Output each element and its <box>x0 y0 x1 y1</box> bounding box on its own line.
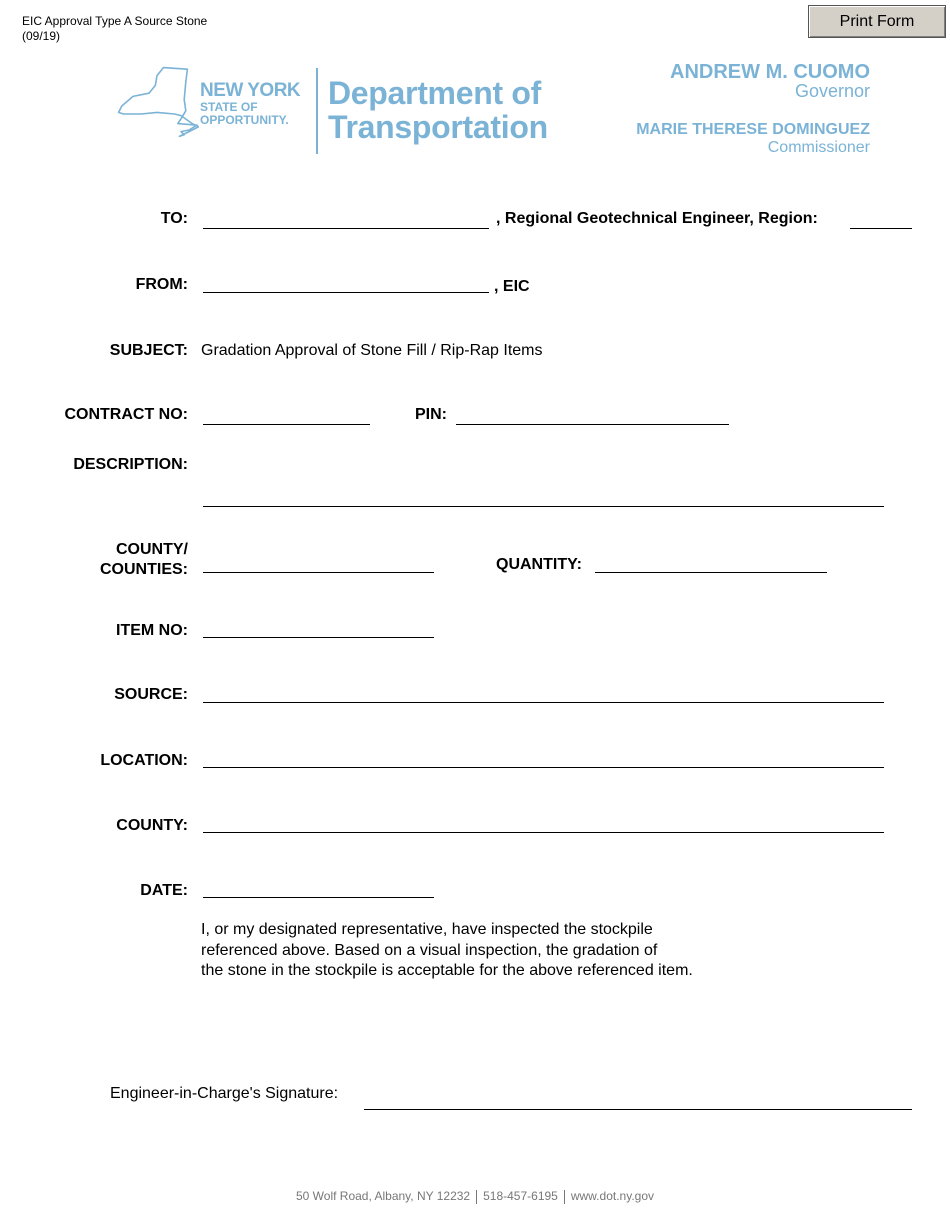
contract-no-field[interactable] <box>203 406 370 425</box>
statement-line-3: the stone in the stockpile is acceptable for the above referenced item. <box>201 962 693 979</box>
logo-divider <box>316 68 318 154</box>
signature-field[interactable] <box>364 1091 912 1110</box>
to-field[interactable] <box>203 210 489 229</box>
location-label: LOCATION: <box>100 752 188 769</box>
footer-separator <box>476 1190 477 1204</box>
item-no-field[interactable] <box>203 619 434 638</box>
county-counties-field[interactable] <box>203 554 434 573</box>
logo-state-of-opportunity <box>200 101 289 127</box>
eic-text: , EIC <box>494 278 530 295</box>
logo-state-of: STATE OF <box>200 100 258 114</box>
footer <box>0 1189 950 1204</box>
logo-opportunity: OPPORTUNITY. <box>200 113 289 127</box>
department-title <box>328 76 548 144</box>
footer-phone: 518-457-6195 <box>483 1189 558 1203</box>
from-field[interactable] <box>203 274 489 293</box>
new-york-state-map-icon <box>117 66 199 156</box>
print-form-button[interactable]: Print Form <box>808 5 946 38</box>
governor-name: ANDREW M. CUOMO <box>670 61 870 83</box>
source-label: SOURCE: <box>114 686 188 703</box>
regional-engineer-text: , Regional Geotechnical Engineer, Region: <box>496 210 818 227</box>
statement-line-1: I, or my designated representative, have inspected the stockpile <box>201 921 653 938</box>
pin-label: PIN: <box>415 406 447 423</box>
form-id-title: EIC Approval Type A Source Stone <box>22 14 208 28</box>
pin-field[interactable] <box>456 406 729 425</box>
county-label: COUNTY: <box>116 817 188 834</box>
commissioner-name: MARIE THERESE DOMINGUEZ <box>636 121 870 138</box>
quantity-label: QUANTITY: <box>496 556 582 573</box>
subject-value: Gradation Approval of Stone Fill / Rip-Rap Items <box>201 342 543 359</box>
signature-label: Engineer-in-Charge's Signature: <box>110 1085 339 1102</box>
region-field[interactable] <box>850 210 912 229</box>
form-id-revision: (09/19) <box>22 29 61 43</box>
from-label: FROM: <box>135 276 188 293</box>
county-counties-label-line-1: COUNTY/ <box>116 541 188 558</box>
description-field[interactable] <box>203 488 884 507</box>
county-counties-label-line-2: COUNTIES: <box>100 561 188 578</box>
to-label: TO: <box>160 210 188 227</box>
source-field[interactable] <box>203 684 884 703</box>
item-no-label: ITEM NO: <box>116 622 188 639</box>
footer-separator <box>564 1190 565 1204</box>
commissioner-title: Commissioner <box>767 139 870 156</box>
form-id <box>22 14 207 44</box>
department-line-1: Department of <box>328 75 542 111</box>
inspection-statement <box>201 920 693 982</box>
date-field[interactable] <box>203 879 434 898</box>
department-line-2: Transportation <box>328 109 548 145</box>
description-label: DESCRIPTION: <box>73 456 188 473</box>
date-label: DATE: <box>140 882 188 899</box>
county-counties-label <box>20 540 188 580</box>
statement-line-2: referenced above. Based on a visual inspection, the gradation of <box>201 941 658 959</box>
governor-title: Governor <box>794 81 870 101</box>
contract-no-label: CONTRACT NO: <box>64 406 188 423</box>
subject-label: SUBJECT: <box>109 342 188 359</box>
footer-address: 50 Wolf Road, Albany, NY 12232 <box>295 1189 471 1203</box>
location-field[interactable] <box>203 749 884 768</box>
county-field[interactable] <box>203 814 884 833</box>
footer-website: www.dot.ny.gov <box>570 1189 654 1203</box>
quantity-field[interactable] <box>595 554 827 573</box>
logo-new-york: NEW YORK <box>200 80 301 101</box>
